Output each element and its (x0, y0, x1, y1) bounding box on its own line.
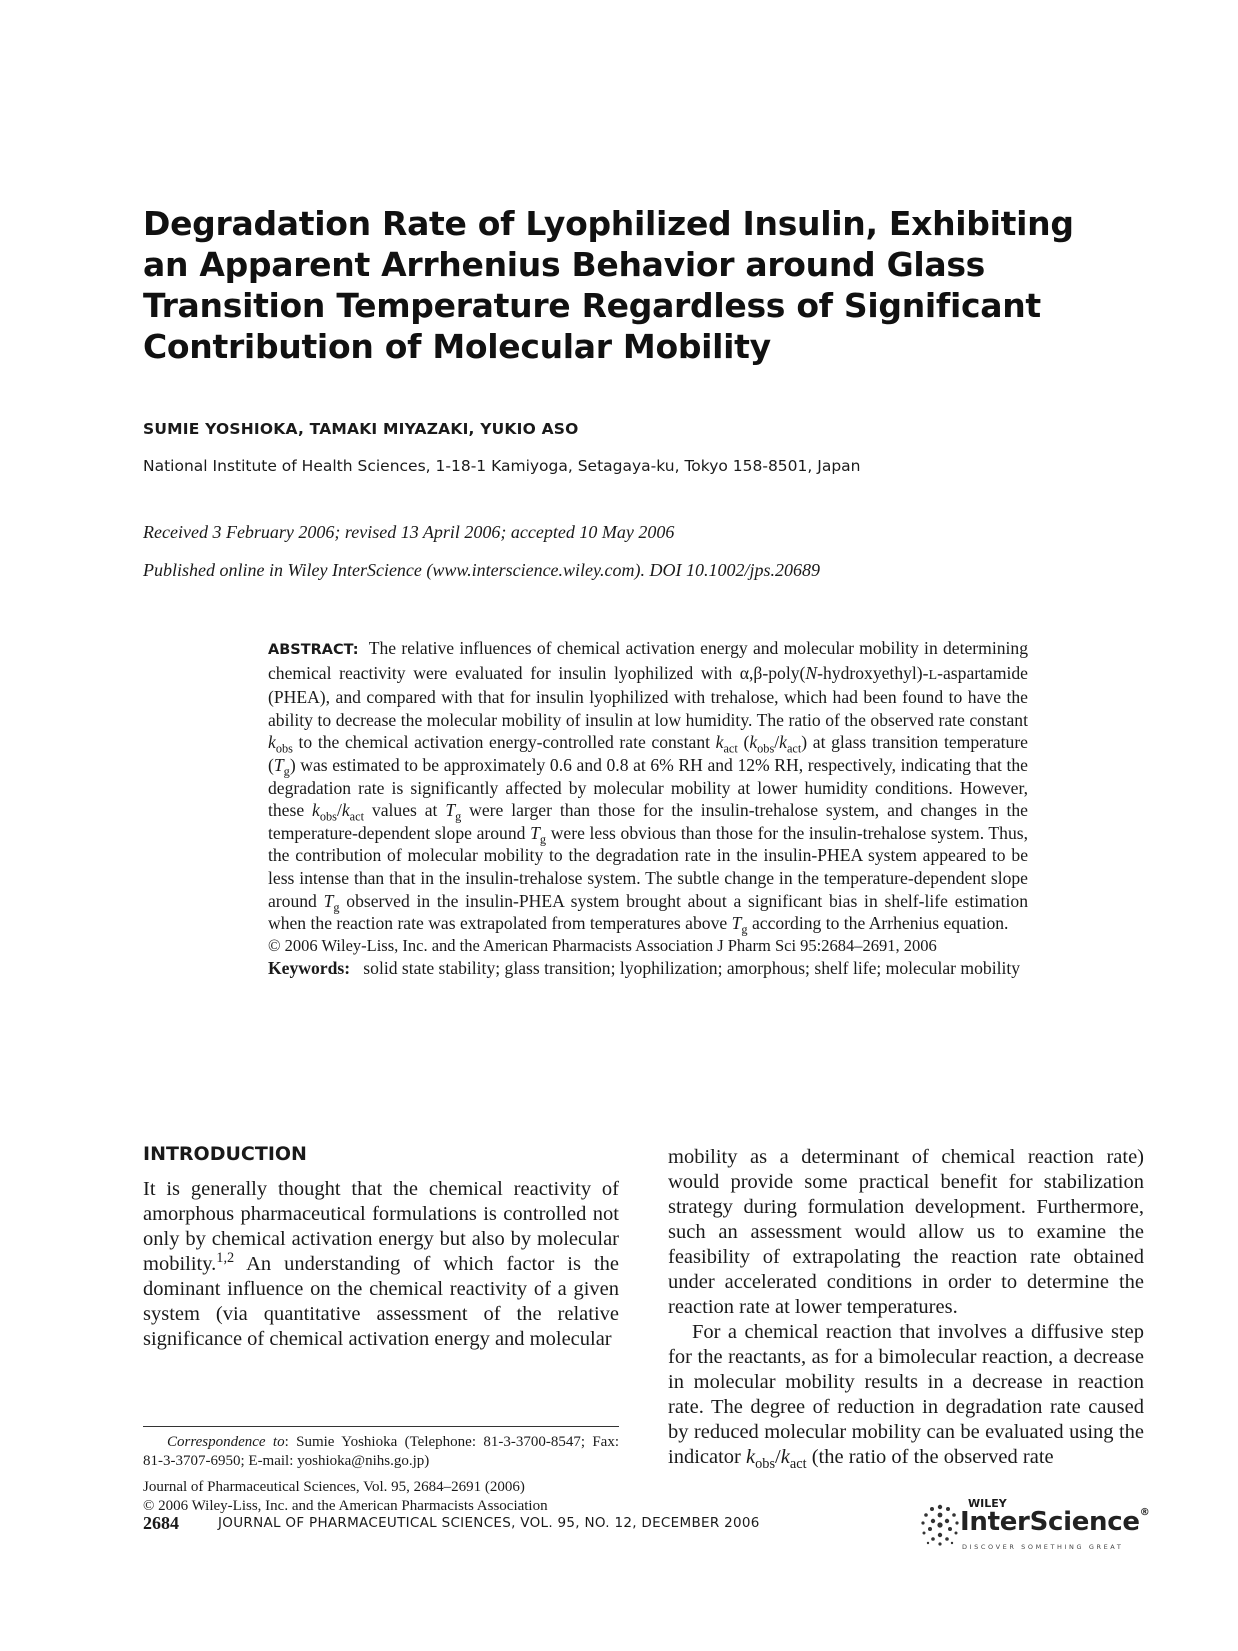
math-sub: obs (275, 741, 293, 756)
math-T: T (731, 913, 742, 934)
math-T: T (323, 890, 334, 911)
math-k: k (746, 1446, 756, 1468)
math-slash: / (774, 732, 780, 753)
abstract-copyright: © 2006 Wiley-Liss, Inc. and the American Pharmacists Association J Pharm Sci 95:2684–2691, 2006 (268, 935, 937, 955)
running-footer: JOURNAL OF PHARMACEUTICAL SCIENCES, VOL. 95, NO. 12, DECEMBER 2006 (218, 1515, 760, 1531)
math-k: k (779, 732, 787, 753)
math-sub: act (786, 741, 802, 756)
footnote-copyright: © 2006 Wiley-Liss, Inc. and the American Pharmacists Association (143, 1498, 548, 1514)
math-k: k (268, 732, 276, 753)
title-line-2: an Apparent Arrhenius Behavior around Glass (143, 245, 986, 284)
left-column (143, 1177, 619, 1352)
section-heading-introduction: INTRODUCTION (143, 1143, 307, 1165)
title-line-3: Transition Temperature Regardless of Significant (143, 286, 1041, 325)
keywords-text: solid state stability; glass transition; lyophilization; amorphous; shelf life; molecular mobility (363, 958, 1021, 979)
abstract-text: The relative influences of chemical activation energy and molecular mobility in determining chemical reactivity were evaluated for insulin lyophilized with α,β-poly( (268, 638, 1029, 683)
abstract-text: values at (364, 800, 446, 821)
author-list: SUMIE YOSHIOKA, TAMAKI MIYAZAKI, YUKIO ASO (143, 420, 579, 438)
math-slash: / (336, 800, 342, 821)
math-slash: / (775, 1446, 781, 1468)
math-k: k (312, 800, 320, 821)
publication-info: Published online in Wiley InterScience (www.interscience.wiley.com). DOI 10.1002/jps.20689 (143, 560, 821, 580)
math-T: T (445, 800, 456, 821)
brand-text: InterScience (960, 1507, 1140, 1537)
abstract-text: were less obvious than those for the insulin-trehalose system. Thus, the contribution of molecular mobility to the degradation rate in the insulin-PHEA system appeared to be less intense than that in the insulin-trehalose system. The subtle change in the temperature-dependent slope around (268, 822, 1029, 911)
keywords-label: Keywords: (268, 958, 351, 979)
abstract (268, 637, 1028, 980)
abstract-label: ABSTRACT: (268, 642, 359, 658)
math-sub: g (283, 764, 290, 779)
affiliation: National Institute of Health Sciences, 1-18-1 Kamiyoga, Setagaya-ku, Tokyo 158-8501, Japan (143, 457, 861, 475)
paragraph-text: An understanding of which factor is the dominant influence on the chemical reactivity of a given system (via quantitative assessment of the relative significance of chemical activation energy and molecular (143, 1253, 619, 1350)
math-sub: act (349, 809, 365, 824)
math-sub: obs (755, 1456, 776, 1473)
wiley-interscience-logo (918, 1497, 1148, 1557)
paragraph (668, 1320, 1144, 1473)
math-sub: g (455, 809, 462, 824)
received-dates: Received 3 February 2006; revised 13 April 2006; accepted 10 May 2006 (143, 522, 675, 542)
correspondence-label: Correspondence to (167, 1434, 285, 1450)
page-number: 2684 (143, 1513, 179, 1533)
abstract-smallcap: L (928, 666, 938, 683)
math-sub: obs (757, 741, 775, 756)
citation-superscript: 1,2 (216, 1250, 235, 1267)
math-T: T (273, 754, 284, 775)
math-k: k (780, 1446, 790, 1468)
logo-tagline: DISCOVER SOMETHING GREAT (962, 1543, 1124, 1551)
abstract-text: -hydroxyethyl)- (817, 662, 929, 683)
math-sub: obs (319, 809, 337, 824)
keywords (268, 957, 1028, 980)
paragraph: mobility as a determinant of chemical reaction rate) would provide some practical benefit for stabilization strategy during formulation development. Furthermore, such an assessment would allow us to examine the feasibility of extrapolating the reaction rate obtained under accelerated conditions in order to determine the reaction rate at lower temperatures. (668, 1146, 1144, 1318)
abstract-text: ) was estimated to be approximately 0.6 and 0.8 at 6% RH and 12% RH, respectively, indicating that the degradation rate is significantly affected by molecular mobility at lower humidity conditions. However, these (268, 754, 1028, 821)
abstract-text: to the chemical activation energy-controlled rate constant (292, 732, 716, 753)
math-T: T (530, 822, 540, 843)
math-k: k (341, 800, 350, 821)
math-sub: g (333, 900, 340, 915)
abstract-text: observed in the insulin-PHEA system brought about a significant bias in shelf-life estimation when the reaction rate was extrapolated from temperatures above (268, 890, 1028, 934)
title-line-1: Degradation Rate of Lyophilized Insulin, Exhibiting (143, 204, 1074, 243)
math-sub: act (723, 741, 738, 756)
abstract-body (268, 637, 1028, 935)
wiley-wordmark: WILEY (968, 1497, 1007, 1510)
abstract-text: were larger than those for the insulin-trehalose system, and changes in the temperature-dependent slope around (268, 800, 1028, 843)
footnote (143, 1433, 619, 1516)
paragraph-text: (the ratio of the observed rate (806, 1446, 1054, 1468)
math-k: k (715, 732, 724, 753)
abstract-text: -aspartamide (PHEA), and compared with that for insulin lyophilized with trehalose, which had been found to have the ability to decrease the molecular mobility of insulin at low humidity. The ratio of the observed rate constant (268, 662, 1028, 730)
math-sub: act (789, 1456, 807, 1473)
math-k: k (749, 732, 758, 753)
interscience-wordmark (960, 1507, 1149, 1537)
correspondence-text: : Sumie Yoshioka (Telephone: 81-3-3700-8547; Fax: 81-3-3707-6950; E-mail: yoshioka@nihs.go.jp) (143, 1434, 619, 1469)
correspondence-note (143, 1433, 619, 1471)
abstract-text: according to the Arrhenius equation. (747, 913, 1009, 934)
paragraph (143, 1177, 619, 1352)
math-sub: g (741, 922, 748, 937)
footnote-divider (143, 1426, 619, 1427)
paragraph-text: It is generally thought that the chemical reactivity of amorphous pharmaceutical formulations is controlled not only by chemical activation energy but also by molecular mobility. (143, 1178, 619, 1275)
article-title (143, 203, 1074, 367)
registered-mark: ® (1139, 1507, 1150, 1518)
paragraph-text: For a chemical reaction that involves a diffusive step for the reactants, as for a bimolecular reaction, a decrease in molecular mobility results in a decrease in reaction rate. The degree of reduction in degradation rate caused by reduced molecular mobility can be evaluated using the indicator (668, 1321, 1144, 1468)
globe-dots-icon (918, 1501, 962, 1553)
title-line-4: Contribution of Molecular Mobility (143, 327, 771, 366)
abstract-text: ( (737, 732, 750, 753)
math-sub: g (539, 832, 547, 847)
right-column (668, 1145, 1144, 1473)
journal-citation: Journal of Pharmaceutical Sciences, Vol. 95, 2684–2691 (2006) (143, 1479, 525, 1495)
abstract-text: ) at glass transition temperature ( (268, 732, 1028, 775)
abstract-italic: N (805, 662, 818, 683)
